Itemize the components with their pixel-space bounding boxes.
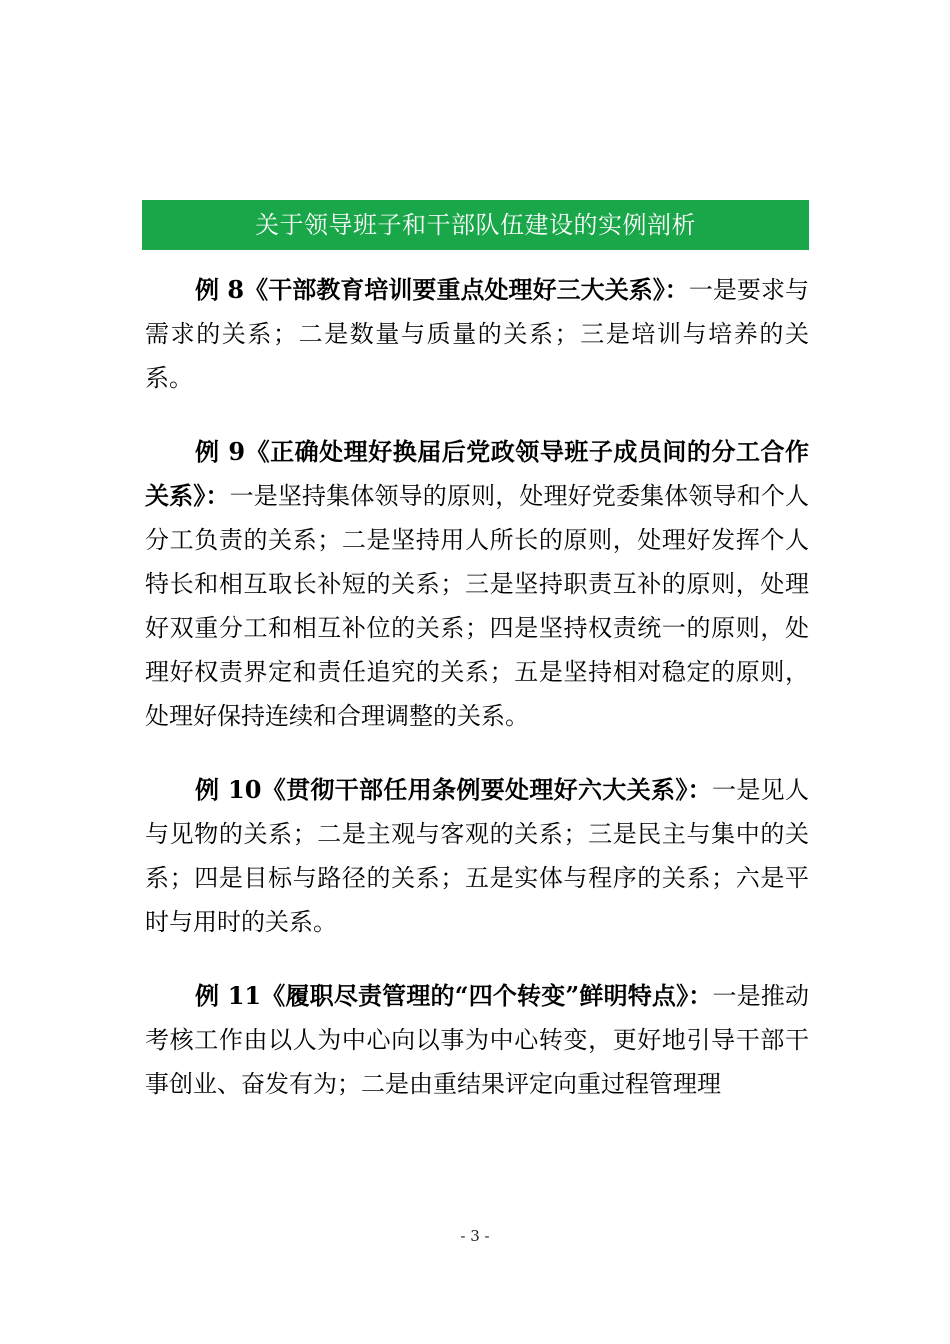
example-heading: 例 9《正确处理好换届后党政领导班子成员间的分工合作关系》： bbox=[145, 437, 809, 510]
example-8 bbox=[145, 268, 809, 400]
example-10 bbox=[145, 768, 809, 944]
page-number: - 3 - bbox=[460, 1227, 490, 1245]
example-9 bbox=[145, 430, 809, 738]
section-title: 关于领导班子和干部队伍建设的实例剖析 bbox=[255, 211, 696, 239]
example-heading: 例 8《干部教育培训要重点处理好三大关系》： bbox=[195, 275, 689, 304]
section-title-banner bbox=[142, 200, 809, 250]
examples-list bbox=[145, 268, 809, 1136]
example-body: 一是推动考核工作由以人为中心向以事为中心转变，更好地引导干部干事创业、奋发有为；二是由重结果评定向重过程管理理 bbox=[145, 982, 809, 1098]
example-body: 一是见人与见物的关系；二是主观与客观的关系；三是民主与集中的关系；四是目标与路径的关系；五是实体与程序的关系；六是平时与用时的关系。 bbox=[145, 776, 809, 936]
example-body: 一是坚持集体领导的原则，处理好党委集体领导和个人分工负责的关系；二是坚持用人所长的原则，处理好发挥个人特长和相互取长补短的关系；三是坚持职责互补的原则，处理好双重分工和相互补位的关系；四是坚持权责统一的原则，处理好权责界定和责任追究的关系；五是坚持相对稳定的原则，处理好保持连续和合理调整的关系。 bbox=[145, 482, 809, 730]
example-11 bbox=[145, 974, 809, 1106]
example-body: 一是要求与需求的关系；二是数量与质量的关系；三是培训与培养的关系。 bbox=[145, 276, 810, 392]
example-heading: 例 11《履职尽责管理的“四个转变”鲜明特点》： bbox=[195, 981, 713, 1010]
example-heading: 例 10《贯彻干部任用条例要处理好六大关系》： bbox=[195, 775, 712, 804]
